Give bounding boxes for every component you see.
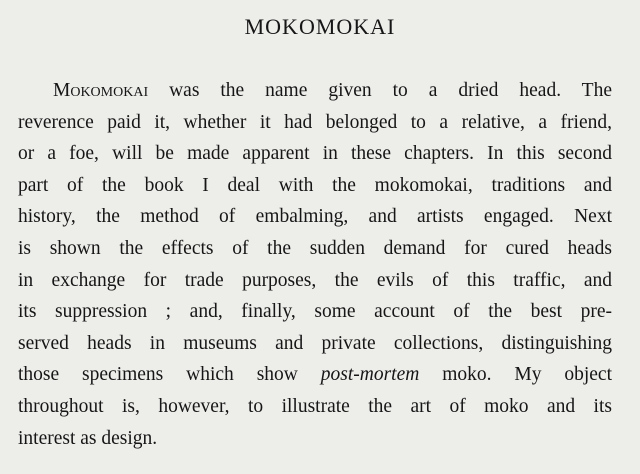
text-line: reverence paid it, whether it had belonged to a relative, a friend, [18, 111, 612, 133]
text-line: its suppression ; and, finally, some account of the best pre- [18, 301, 612, 323]
text-line: Mokomokai was the name given to a dried head. The [53, 80, 612, 101]
text-line: history, the method of embalming, and artists engaged. Next [18, 206, 612, 228]
text-line: those specimens which show post-mortem moko. My object [18, 364, 613, 386]
lead-word: Mokomokai [53, 80, 149, 101]
text-line: part of the book I deal with the mokomokai, traditions and [18, 174, 612, 196]
text-line: in exchange for trade purposes, the evils of this traffic, and [18, 269, 612, 291]
text-line: or a foe, will be made apparent in these chapters. In this second [18, 143, 612, 165]
text-line: served heads in museums and private collections, distinguishing [18, 332, 612, 354]
body-paragraph [18, 75, 612, 454]
italic-term: post-mortem [320, 364, 420, 386]
text-line: interest as design. [18, 427, 158, 449]
text-line: throughout is, however, to illustrate the art of moko and its [18, 395, 612, 417]
chapter-title: MOKOMOKAI [244, 14, 396, 39]
text-line: is shown the effects of the sudden demand for cured heads [18, 237, 612, 259]
